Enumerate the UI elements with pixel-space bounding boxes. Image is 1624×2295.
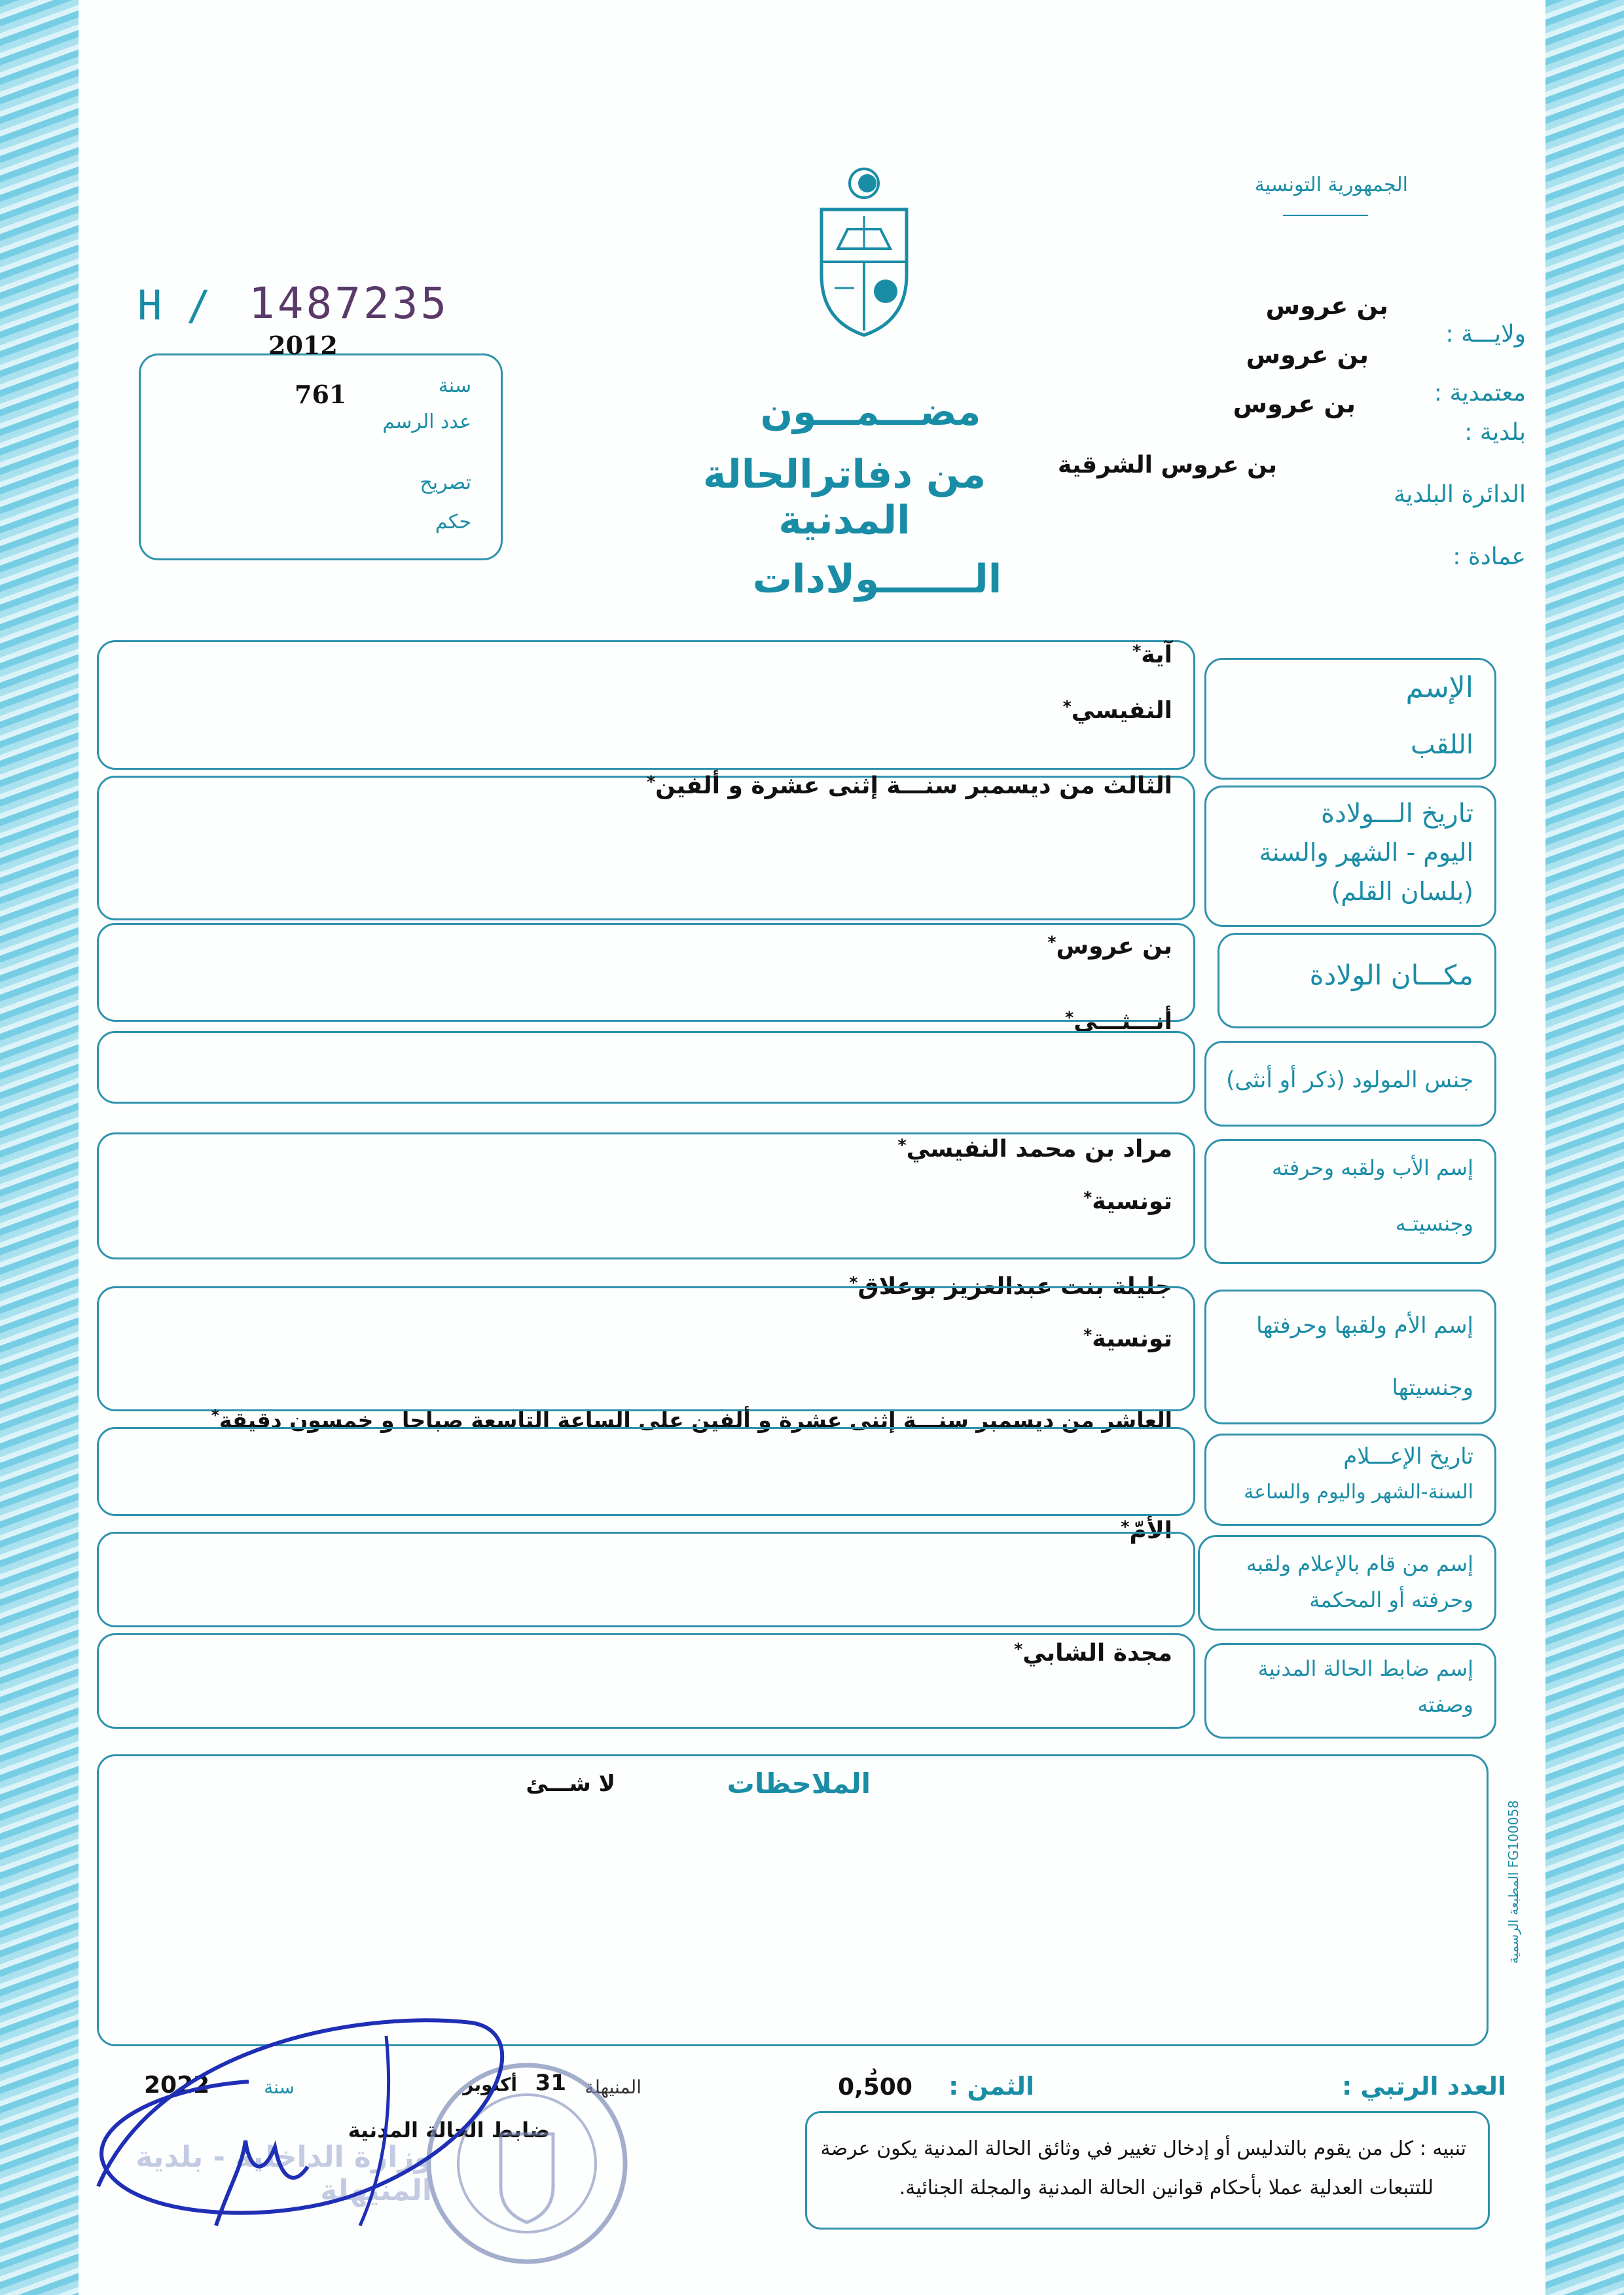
governorate-label: ولايـــة : bbox=[1445, 321, 1526, 348]
birth-date-label: تاريخ الـــولادة bbox=[1320, 799, 1473, 829]
birth-date-format-label: اليوم - الشهر والسنة bbox=[1259, 838, 1473, 867]
handwritten-signature bbox=[79, 1970, 537, 2245]
birth-place-label: مكـــان الولادة bbox=[1309, 959, 1473, 991]
father-name-label: إسم الأب ولقبه وحرفته bbox=[1272, 1155, 1473, 1180]
birth-date-value: الثالث من ديسمبر سنـــة إثنى عشرة و ألفين * bbox=[647, 772, 1172, 799]
mother-name-label: إسم الأم ولقبها وحرفتها bbox=[1256, 1312, 1473, 1339]
mother-label-box bbox=[1204, 1290, 1496, 1424]
warning-text-line1: تنبيه : كل من يقوم بالتدليس أو إدخال تغيير في وثائق الحالة المدنية يكون عرضة bbox=[820, 2137, 1466, 2160]
birth-date-in-words-label: (بلسان القلم) bbox=[1331, 877, 1473, 906]
declarant-profession-label: وحرفته أو المحكمة bbox=[1309, 1587, 1473, 1612]
year-value: 2012 bbox=[268, 331, 338, 360]
footer-year-value: 2022 bbox=[144, 2072, 210, 2099]
officer-value: مجدة الشابي * bbox=[1014, 1640, 1172, 1667]
declarant-value: الأمّ * bbox=[1121, 1517, 1172, 1544]
price-currency: د bbox=[869, 2062, 877, 2078]
declarant-name-label: إسم من قام بالإعلام ولقبه bbox=[1246, 1551, 1473, 1576]
officer-name-label: إسم ضابط الحالة المدنية bbox=[1257, 1656, 1473, 1681]
stamp-text-smudge: وزارة الداخلية - بلدية المنيهلة bbox=[135, 2141, 432, 2207]
declaration-date-format-label: السنة-الشهر واليوم والساعة bbox=[1244, 1481, 1473, 1504]
name-value-box bbox=[97, 640, 1195, 770]
municipality-label: بلدية : bbox=[1464, 419, 1526, 446]
declaration-date-value: العاشر من ديسمبر سنـــة إثنى عشرة و ألفين على الساعة التاسعة صباحا و خمسون دقيقة * bbox=[211, 1407, 1172, 1433]
place-label: المنيهلة bbox=[585, 2076, 641, 2098]
mother-value-box bbox=[97, 1286, 1195, 1411]
warning-text-line2: للتتبعات العدلية عملا بأحكام قوانين الحالة المدنية والمجلة الجنائية. bbox=[899, 2177, 1434, 2199]
birth-place-value: بن عروس * bbox=[1047, 933, 1172, 960]
delegation-label: معتمدية : bbox=[1434, 380, 1526, 407]
delegation-value-top: بن عروس bbox=[1246, 340, 1369, 369]
title-civil-registers: من دفاترالحالة المدنية bbox=[702, 452, 986, 543]
price-value: 0,500 bbox=[838, 2074, 912, 2101]
footer-year-label: سنة bbox=[264, 2076, 295, 2098]
declaration-label: تصريح bbox=[420, 471, 471, 494]
gender-value: أنـــثـــى * bbox=[1065, 1008, 1172, 1035]
father-name-value: مراد بن محمد النفيسي * bbox=[897, 1136, 1172, 1163]
district-value: بن عروس الشرقية bbox=[1057, 452, 1277, 479]
birth-place-value-box bbox=[97, 923, 1195, 1022]
surname-value: النفيسي * bbox=[1063, 697, 1172, 724]
remarks-value: لا شـــئ bbox=[526, 1771, 615, 1797]
mother-name-value: جليلة بنت عبدالعزيز بوعلاق * bbox=[849, 1273, 1172, 1300]
coat-of-arms-icon bbox=[808, 164, 920, 340]
name-value: آية * bbox=[1132, 642, 1172, 668]
fee-number-label: عدد الرسم bbox=[382, 410, 471, 433]
gender-label: جنس المولود (ذكر أو أنثى) bbox=[1226, 1067, 1473, 1093]
officer-signature-title: ضابط الحالة المدنية bbox=[348, 2118, 550, 2142]
district-label: الدائرة البلدية bbox=[1393, 481, 1526, 508]
declaration-date-value-box bbox=[97, 1427, 1195, 1516]
title-content: مضـــمـــون bbox=[760, 389, 981, 434]
price-label: الثمن : bbox=[948, 2072, 1034, 2101]
decorative-border-right bbox=[1545, 0, 1624, 2295]
year-label: سنة bbox=[438, 374, 471, 397]
name-label: الإسم bbox=[1405, 671, 1473, 704]
gender-value-box bbox=[97, 1031, 1195, 1104]
father-nationality-label: وجنسيتـه bbox=[1395, 1211, 1473, 1236]
officer-title-label: وصفته bbox=[1417, 1692, 1473, 1717]
section-title-births: الـــــــولادات bbox=[752, 556, 1002, 602]
municipality-value: بن عروس bbox=[1233, 389, 1356, 418]
judgment-label: حكم bbox=[435, 511, 471, 533]
declaration-date-label: تاريخ الإعـــلام bbox=[1343, 1443, 1473, 1470]
republic-underline bbox=[1283, 215, 1368, 216]
decorative-border-left bbox=[0, 0, 79, 2295]
father-nationality-value: تونسية * bbox=[1083, 1188, 1172, 1215]
republic-name: الجمهورية التونسية bbox=[1254, 173, 1408, 196]
fee-number-value: 761 bbox=[295, 380, 347, 409]
mother-nationality-label: وجنسيتها bbox=[1392, 1375, 1473, 1401]
warning-box bbox=[805, 2111, 1490, 2230]
declarant-value-box bbox=[97, 1532, 1195, 1627]
printer-mark: المطبعة الرسمية FG100058 bbox=[1506, 1800, 1521, 1964]
serial-number: 1487235 bbox=[249, 278, 450, 329]
sector-label: عمادة : bbox=[1453, 543, 1526, 570]
mother-nationality-value: تونسية * bbox=[1083, 1326, 1172, 1352]
officer-value-box bbox=[97, 1633, 1195, 1729]
serial-prefix: H / bbox=[137, 281, 211, 329]
serial-number-label: العدد الرتبي : bbox=[1341, 2072, 1506, 2101]
remarks-label: الملاحظات bbox=[727, 1767, 871, 1799]
governorate-value: بن عروس bbox=[1265, 291, 1388, 320]
month-value: أكتوبر bbox=[463, 2074, 517, 2095]
declarant-label-box bbox=[1198, 1535, 1496, 1631]
surname-label: اللقب bbox=[1410, 730, 1473, 760]
day-value: 31 bbox=[535, 2070, 566, 2096]
